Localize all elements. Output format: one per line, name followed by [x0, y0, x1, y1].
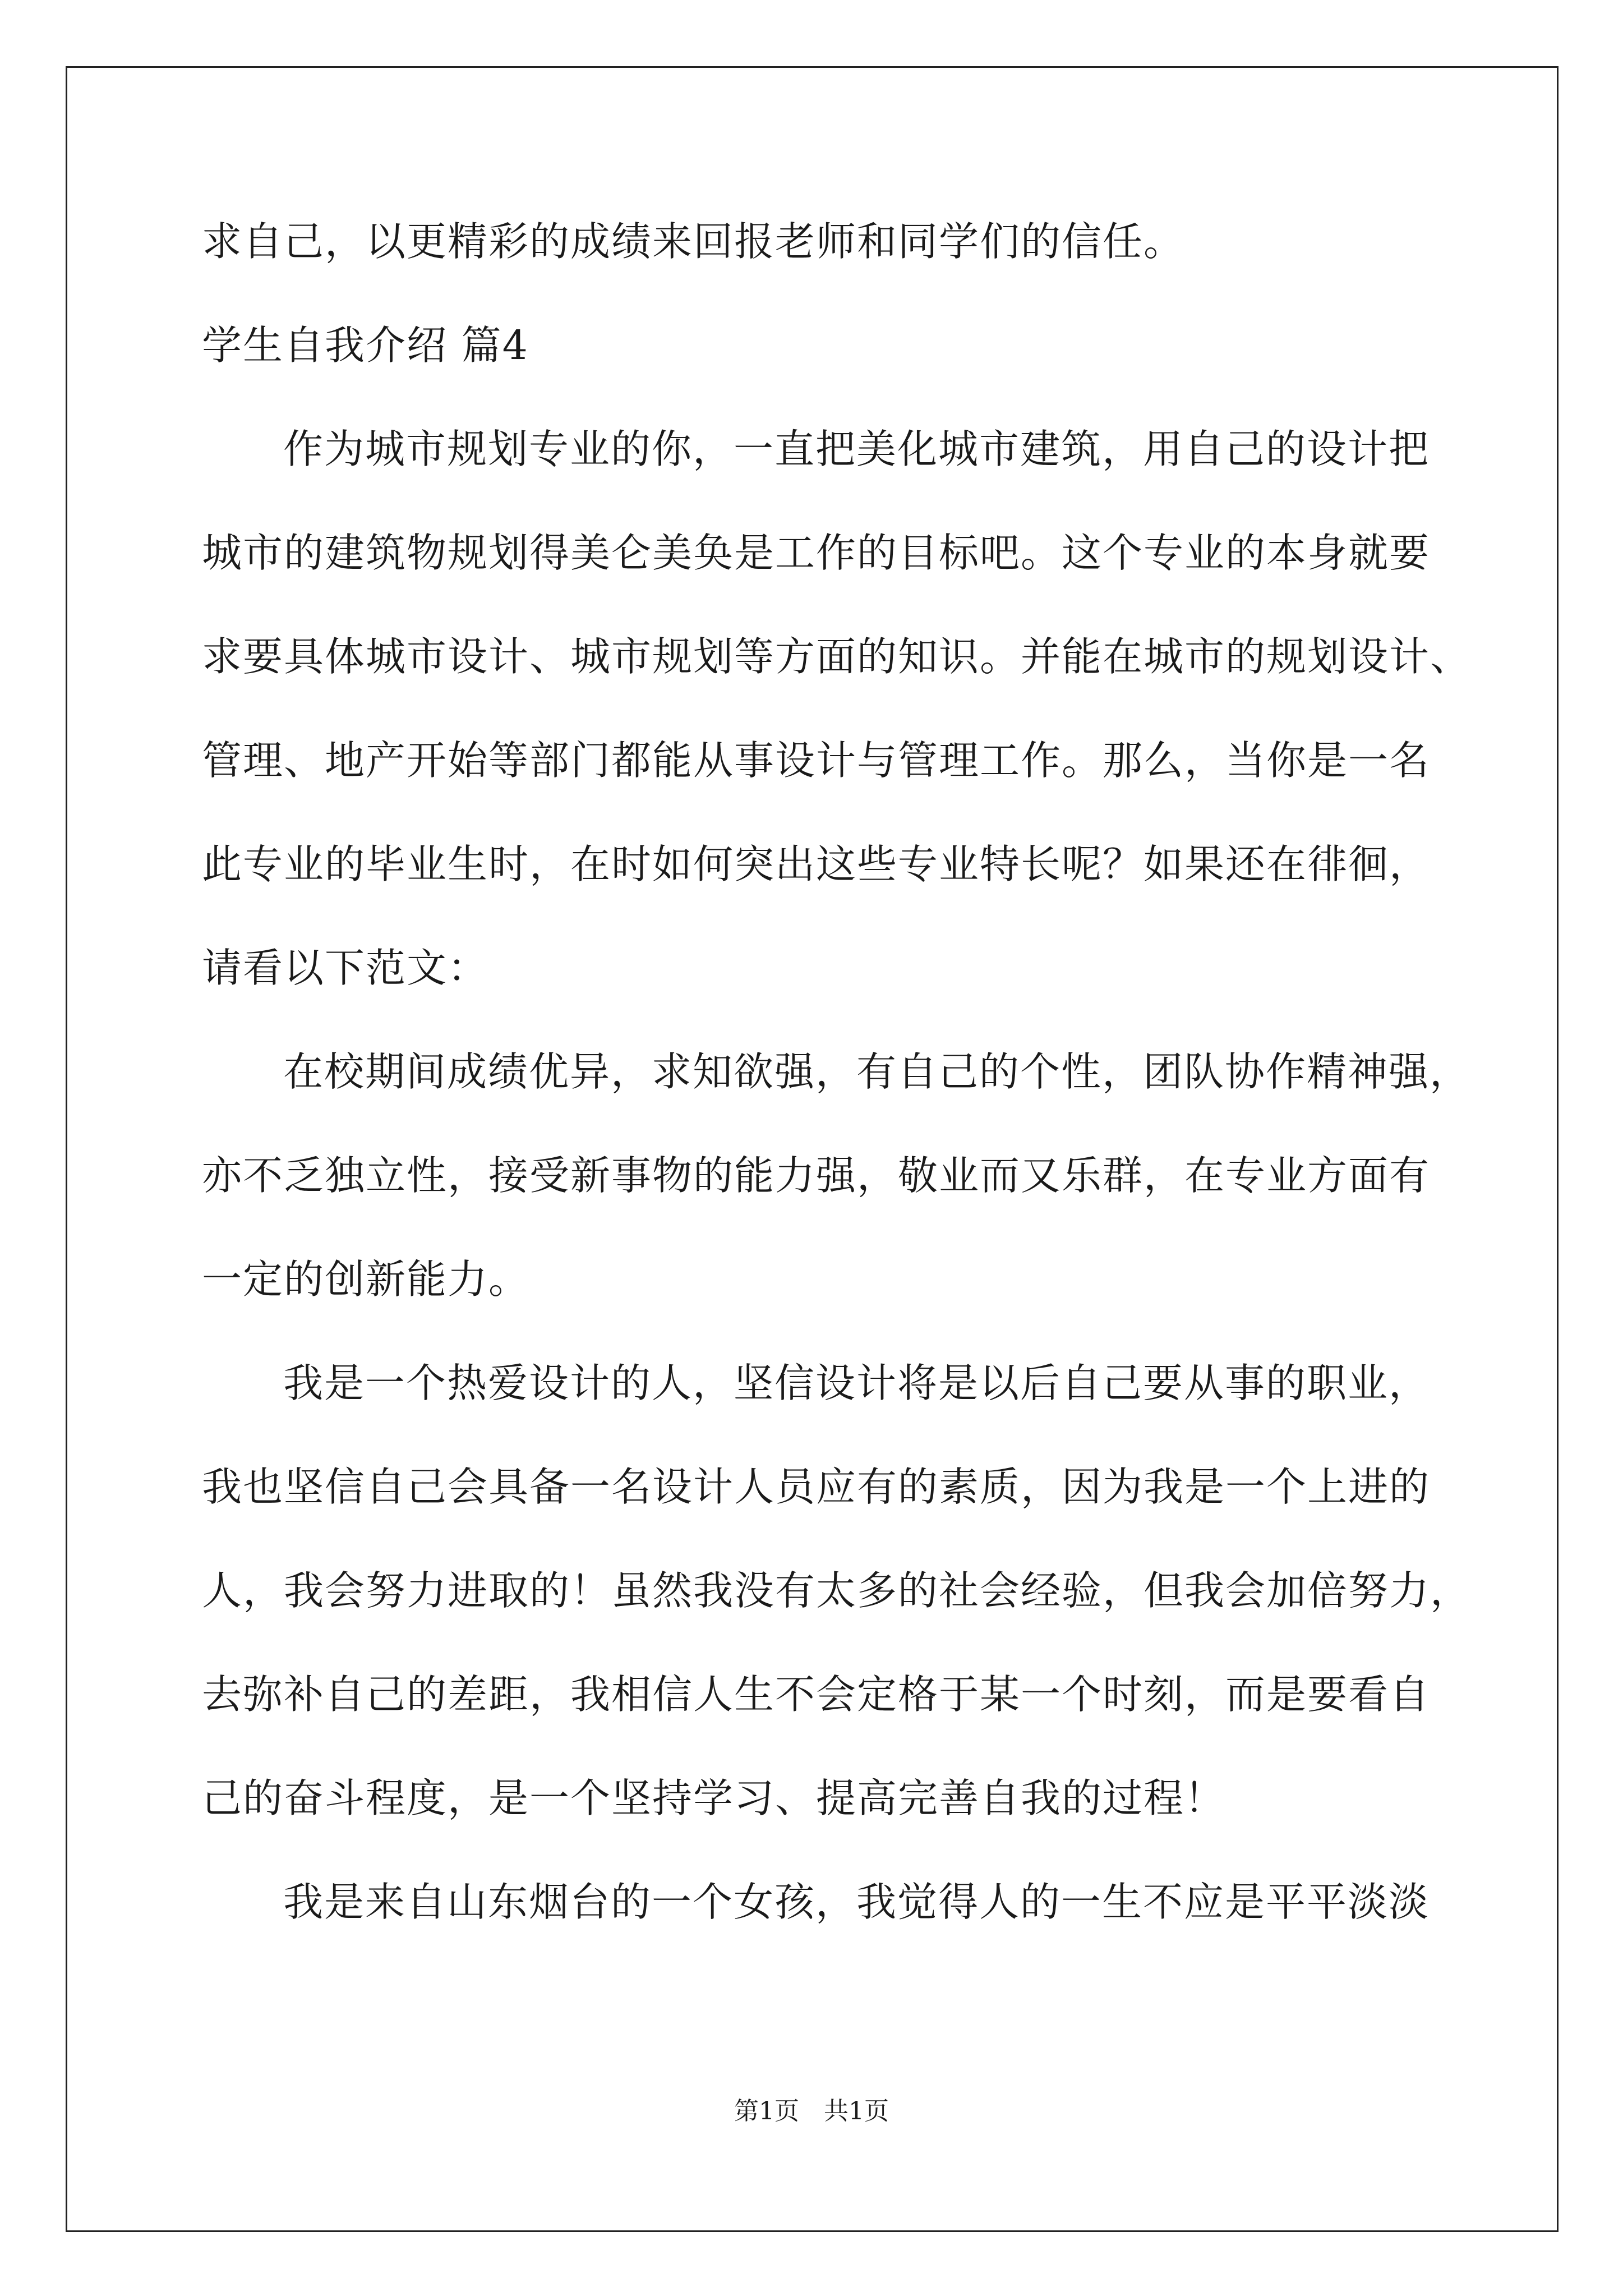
paragraph-line: 己的奋斗程度，是一个坚持学习、提高完善自我的过程！ — [202, 1775, 1226, 1821]
paragraph-line: 我也坚信自己会具备一名设计人员应有的素质，因为我是一个上进的 — [202, 1464, 1431, 1510]
paragraph-line: 作为城市规划专业的你，一直把美化城市建筑，用自己的设计把 — [283, 426, 1430, 472]
paragraph-line: 我是一个热爱设计的人，坚信设计将是以后自己要从事的职业， — [283, 1360, 1430, 1406]
paragraph-line: 城市的建筑物规划得美仑美奂是工作的目标吧。这个专业的本身就要 — [202, 530, 1431, 576]
page-footer: 第1页 共1页 — [734, 2097, 889, 2125]
section-heading: 学生自我介绍 篇4 — [202, 322, 529, 369]
document-body — [202, 218, 1472, 1986]
paragraph-line: 管理、地产开始等部门都能从事设计与管理工作。那么，当你是一名 — [202, 737, 1431, 784]
paragraph-line: 请看以下范文： — [202, 945, 489, 991]
paragraph-line: 我是来自山东烟台的一个女孩，我觉得人的一生不应是平平淡淡 — [283, 1879, 1430, 1925]
paragraph-line: 去弥补自己的差距，我相信人生不会定格于某一个时刻，而是要看自 — [202, 1671, 1431, 1718]
paragraph-line: 一定的创新能力。 — [202, 1256, 530, 1303]
paragraph-line: 人，我会努力进取的！虽然我没有太多的社会经验，但我会加倍努力， — [202, 1567, 1472, 1614]
paragraph-line: 求要具体城市设计、城市规划等方面的知识。并能在城市的规划设计、 — [202, 633, 1472, 680]
paragraph-line: 此专业的毕业生时，在时如何突出这些专业特长呢？如果还在徘徊， — [202, 841, 1431, 887]
text-line: 求自己，以更精彩的成绩来回报老师和同学们的信任。 — [202, 218, 1185, 265]
paragraph-line: 亦不乏独立性，接受新事物的能力强，敬业而又乐群，在专业方面有 — [202, 1152, 1431, 1199]
paragraph-line: 在校期间成绩优异，求知欲强，有自己的个性，团队协作精神强， — [283, 1048, 1471, 1095]
